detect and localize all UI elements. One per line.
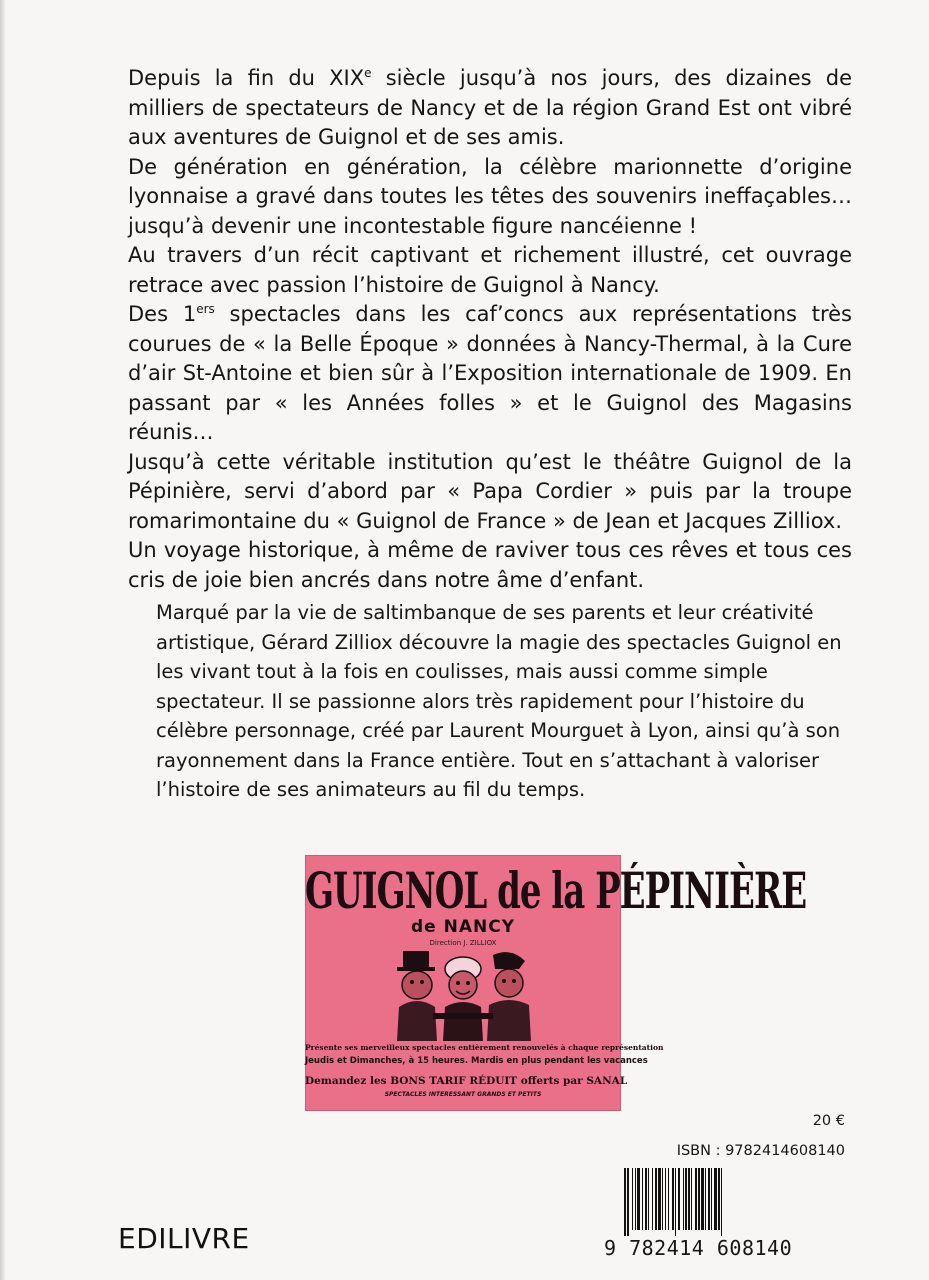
author-bio-text: Marqué par la vie de saltimbanque de ses parents et leur créativité artistique, Gérard Zilliox découvre la magie des spectacles Guignol en les vivant tout à la fois en coulisses, mais aussi comme simple spectateur. Il se passionne alors très rapidement pour l’histoire du célèbre personnage, créé par Laurent Mourguet à Lyon, ainsi qu’à son rayonnement dans la France entière. Tout en s’attachant à valoriser l’histoire de ses animateurs au fil du temps. [156, 601, 842, 801]
isbn: ISBN : 9782414608140 [676, 1143, 845, 1159]
barcode-icon [604, 1168, 846, 1236]
poster-title: GUIGNOL de la PÉPINIÈRE [305, 863, 807, 921]
summary-p4-superscript: ers [196, 302, 215, 316]
summary-paragraph-6: Un voyage historique, à même de raviver tous ces rêves et tous ces cris de joie bien ancrés dans notre âme d’enfant. [128, 538, 852, 592]
book-summary [128, 64, 852, 595]
summary-paragraph-4 [128, 300, 852, 448]
summary-p4-text-a: Des 1 [128, 302, 197, 326]
summary-p4-text-b: spectacles dans les caf’concs aux représentations très courues de « la Belle Époque » données à Nancy-Thermal, à la Cure d’air St-Antoine et bien sûr à l’Exposition internationale de 1909. En passant par « les Années folles » et le Guignol des Magasins réunis… [128, 302, 852, 444]
puppets-illustration [393, 947, 533, 1041]
poster-direction: Direction J. ZILLIOX [429, 939, 497, 947]
author-bio [156, 598, 846, 805]
summary-paragraph-3: Au travers d’un récit captivant et richement illustré, cet ouvrage retrace avec passion l’histoire de Guignol à Nancy. [128, 243, 852, 297]
summary-p1-text-a: Depuis la fin du XIX [128, 66, 365, 90]
price: 20 € [812, 1113, 845, 1129]
poster-line-1: Présente ses merveilleux spectacles entièrement renouvelés à chaque représentation [305, 1043, 664, 1052]
poster-line-3: Demandez les BONS TARIF RÉDUIT offerts par SANAL [305, 1075, 628, 1087]
poster-line-2: Jeudis et Dimanches, à 15 heures. Mardis en plus pendant les vacances [305, 1056, 648, 1066]
summary-paragraph-2: De génération en génération, la célèbre marionnette d’origine lyonnaise a gravé dans toutes les têtes des souvenirs ineffaçables… jusqu’à devenir une incontestable figure nancéienne ! [128, 154, 852, 238]
page-edge-shadow [0, 0, 6, 1280]
summary-paragraph-1 [128, 64, 852, 153]
publisher-logo: EDILIVRE [118, 1222, 250, 1255]
summary-p1-superscript: e [364, 66, 372, 80]
poster-city: de NANCY [410, 917, 515, 937]
barcode-digits: 9 782414 608140 [604, 1236, 793, 1260]
poster-line-4: SPECTACLES INTERESSANT GRANDS ET PETITS [384, 1091, 542, 1098]
summary-p1-text-b: siècle jusqu’à nos jours, des dizaines de milliers de spectateurs de Nancy et de la région Grand Est ont vibré aux aventures de Guignol et de ses amis. [128, 66, 852, 149]
guignol-poster-image [305, 855, 807, 1111]
summary-paragraph-5: Jusqu’à cette véritable institution qu’est le théâtre Guignol de la Pépinière, servi d’abord par « Papa Cordier » puis par la troupe romarimontaine du « Guignol de France » de Jean et Jacques Zilliox. [128, 449, 852, 533]
